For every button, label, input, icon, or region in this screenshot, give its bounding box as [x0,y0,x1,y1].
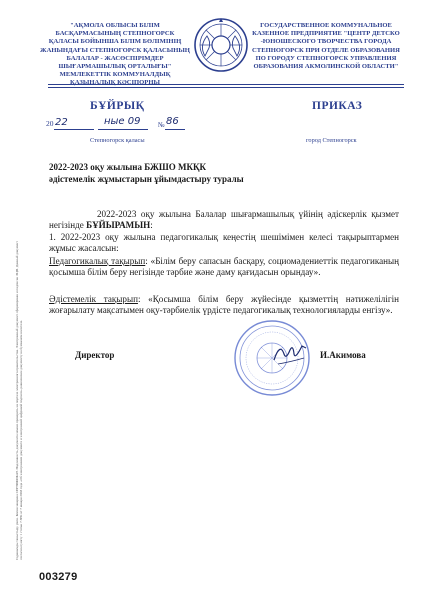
header-org-russian: ГОСУДАРСТВЕННОЕ КОММУНАЛЬНОЕ КАЗЕННОЕ ПРЕДПРИЯТИЕ "ЦЕНТР ДЕТСКО -ЮНОШЕСКОГО ТВОРЧЕСТВА ГОРОДА СТЕПНОГОРСК ПРИ ОТДЕЛЕ ОБРАЗОВАНИЯ ПО ГОРОДУ СТЕПНОГОРСК УПРАВЛЕНИЯ ОБРАЗОВАНИЯ АКМОЛИНСКОЙ ОБЛАСТИ" [252,22,400,71]
topic-text: : «Білім беру сапасын басқару, социомәдениеттік педагогиканың қосымша білім беру негізінде тәрбие және даму қағидасын орындау». [49,256,400,278]
city-kazakh: Степногорск қаласы [90,137,145,144]
signature-icon [270,340,310,368]
header-divider [48,87,404,88]
signer-role: Директор [75,350,115,360]
header-org-kazakh: "АҚМОЛА ОБЛЫСЫ БІЛІМ БАСҚАРМАСЫНЫҢ СТЕПНОГОРСК ҚАЛАСЫ БОЙЫНША БІЛІМ БӨЛІМІНІҢ ЖАНЫНДАҒЫ СТЕПНОГОРСК ҚАЛАСЫНЫҢ БАЛАЛАР - ЖАСӨСПІРІМДЕР ШЫҒАРМАШЫЛЫҚ ОРТАЛЫҒЫ" МЕМЛЕКЕТТІК КОММУНАЛДЫҚ ҚАЗЫНАЛЫҚ КӘСІПОРНЫ [40,22,190,87]
paragraph-text: 2022-2023 оқу жылына Балалар шығармашылық үйінің әдіскерлік қызмет негізінде [49,209,399,231]
paragraph-methodical-topic [49,294,399,316]
title-line: 2022-2023 оқу жылына БЖШО МКҚК [49,162,207,172]
paragraph-item-1: 1. 2022-2023 оқу жылына педагогикалық кеңестің шешімімен келесі тақырыптармен жұмыс жасалсын: [49,232,399,254]
paragraph-intro [49,209,399,231]
number-mark: № [158,121,165,129]
document-title [49,162,349,185]
paragraph-text: : [150,220,153,231]
topic-label: Әдістемелік тақырып [49,294,138,304]
signer-name: И.Акимова [320,350,366,360]
date-underline [98,129,148,130]
serial-number: 003279 [39,571,78,583]
doc-type-russian: ПРИКАЗ [312,100,363,112]
handwritten-month: ные 09 [104,116,141,127]
topic-text: : «Қосымша білім беру жүйесінде қызметтің нәтижелілігін жоғарылату мақсатымен оқу-тәрбиелік үрдісте педагогикалық технологияларды енгізу». [49,294,399,316]
date-prefix: 20 [46,119,54,128]
date-underline [54,129,94,130]
header-divider [48,84,404,85]
kazakhstan-emblem-icon [193,16,249,74]
order-keyword: БҰЙЫРАМЫН [86,220,151,231]
city-russian: город Степногорск [306,137,357,144]
doc-type-kazakh: БҰЙРЫҚ [90,100,145,112]
title-line: әдістемелік жұмыстарын ұйымдастыру туралы [49,173,244,184]
side-verification-note: Сұранымды таныстыру үшін. Копия заверена СЕРТИФИКАТ. Подлинность документа можно проверить на портале электронного правительства. Электронный документ сформирован и подписан ЭЦП. Данный документ согласно пункту 1 статьи 7 ЗРК от 7 января 2003 года «Об электронном документе и электронной цифровой подписи» равнозначен документу на бумажном носителе. [15,241,24,560]
topic-label: Педагогикалық тақырып [49,256,146,266]
date-underline [165,129,185,130]
handwritten-doc-number: 86 [166,116,179,127]
paragraph-pedagogical-topic [49,256,399,278]
handwritten-day: 22 [55,117,68,128]
